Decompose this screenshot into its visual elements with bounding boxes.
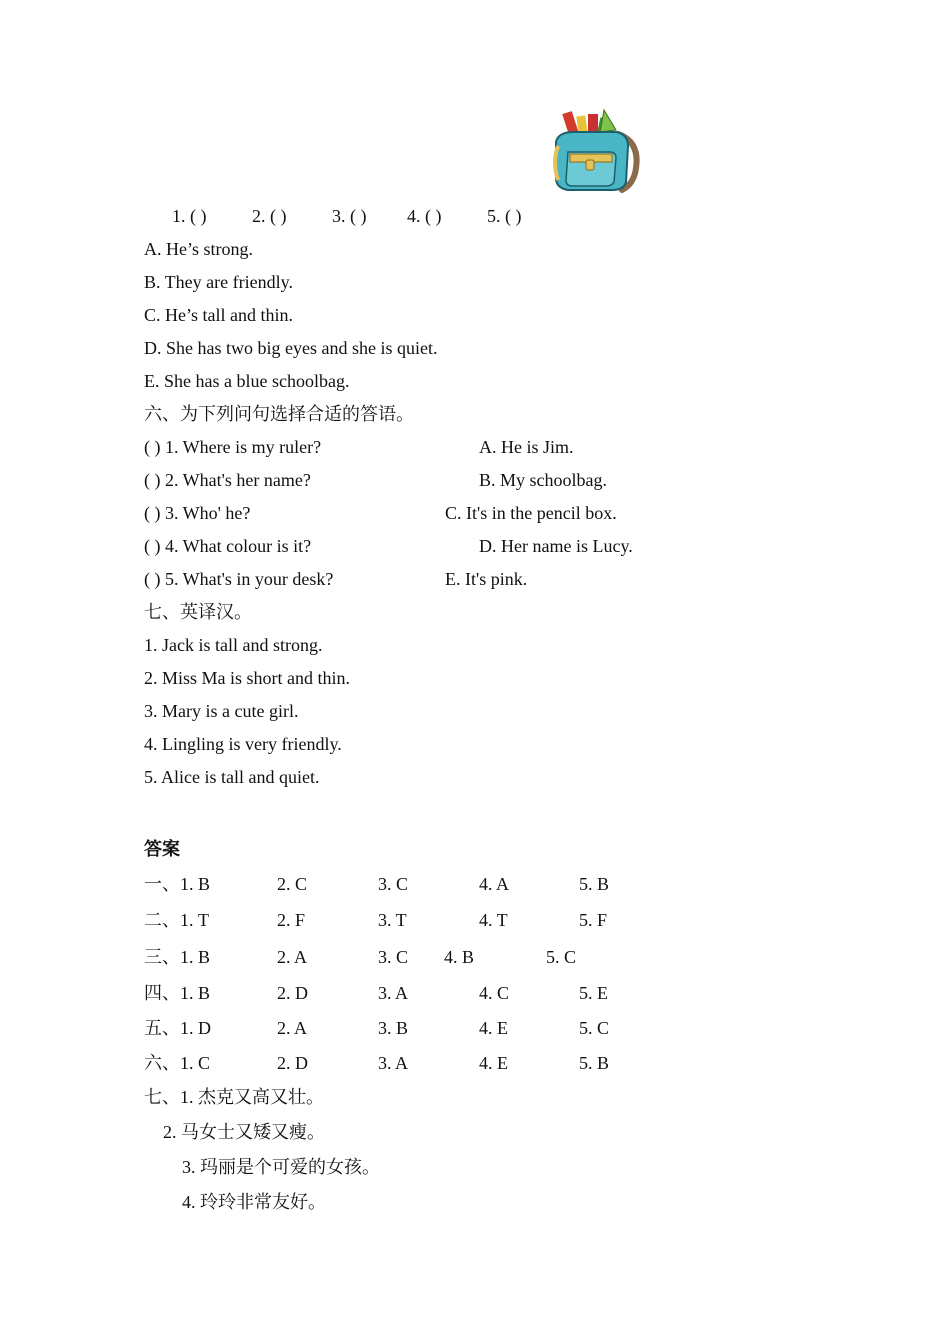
answer-row-6-col-5: 5. B: [579, 1053, 610, 1073]
option-d: D. She has two big eyes and she is quiet.: [144, 338, 438, 358]
answer-row-3-col-2: 2. A: [277, 947, 308, 967]
answer-row-2-col-1: 二、1. T: [144, 910, 209, 930]
answer-row-5-col-3: 3. B: [378, 1018, 409, 1038]
bracket-3: 3. ( ): [332, 206, 367, 226]
answer-row-1-col-5: 5. B: [579, 874, 610, 894]
answer-row-5-col-4: 4. E: [479, 1018, 508, 1038]
translation-2: 2. 马女士又矮又瘦。: [163, 1122, 325, 1142]
answer-row-2-col-5: 5. F: [579, 910, 608, 930]
answer-row-1-col-1: 一、1. B: [144, 874, 211, 894]
translate-item-4: 4. Lingling is very friendly.: [144, 734, 342, 754]
option-a: A. He’s strong.: [144, 239, 253, 259]
option-b: B. They are friendly.: [144, 272, 293, 292]
answer-row-6-col-3: 3. A: [378, 1053, 409, 1073]
option-c: C. He’s tall and thin.: [144, 305, 293, 325]
answer-row-3-col-5: 5. C: [546, 947, 577, 967]
answer-key-title: 答案: [144, 839, 180, 859]
answer-row-4-col-3: 3. A: [378, 983, 409, 1003]
translate-item-1: 1. Jack is tall and strong.: [144, 635, 323, 655]
answer-row-3-col-1: 三、1. B: [144, 947, 211, 967]
answer-row-4-col-4: 4. C: [479, 983, 510, 1003]
answer-row-2-col-4: 4. T: [479, 910, 508, 930]
answer-row-6-col-4: 4. E: [479, 1053, 508, 1073]
answer-row-2-col-2: 2. F: [277, 910, 306, 930]
answer-row-3-col-4: 4. B: [444, 947, 475, 967]
answer-row-3-col-3: 3. C: [378, 947, 409, 967]
option-e: E. She has a blue schoolbag.: [144, 371, 350, 391]
translation-1: 七、1. 杰克又高又壮。: [144, 1087, 324, 1107]
answer-row-5-col-5: 5. C: [579, 1018, 610, 1038]
answer-row-4-col-1: 四、1. B: [144, 983, 211, 1003]
bracket-2: 2. ( ): [252, 206, 287, 226]
question-5: ( ) 5. What's in your desk?: [144, 569, 334, 589]
answer-option-c: C. It's in the pencil box.: [445, 503, 617, 523]
translation-3: 3. 玛丽是个可爱的女孩。: [182, 1157, 380, 1177]
answer-row-6-col-1: 六、1. C: [144, 1053, 211, 1073]
answer-row-5-col-2: 2. A: [277, 1018, 308, 1038]
answer-row-1-col-2: 2. C: [277, 874, 308, 894]
answer-option-b: B. My schoolbag.: [479, 470, 607, 490]
section-seven-heading: 七、英译汉。: [144, 602, 252, 622]
schoolbag-illustration: [548, 106, 642, 194]
answer-row-4-col-2: 2. D: [277, 983, 308, 1003]
answer-row-4-col-5: 5. E: [579, 983, 608, 1003]
bracket-5: 5. ( ): [487, 206, 522, 226]
translate-item-2: 2. Miss Ma is short and thin.: [144, 668, 351, 688]
question-4: ( ) 4. What colour is it?: [144, 536, 312, 556]
answer-option-a: A. He is Jim.: [479, 437, 574, 457]
answer-row-5-col-1: 五、1. D: [144, 1018, 211, 1038]
question-1: ( ) 1. Where is my ruler?: [144, 437, 322, 457]
question-3: ( ) 3. Who' he?: [144, 503, 251, 523]
translate-item-5: 5. Alice is tall and quiet.: [144, 767, 320, 787]
translation-4: 4. 玲玲非常友好。: [182, 1192, 326, 1212]
translate-item-3: 3. Mary is a cute girl.: [144, 701, 299, 721]
bracket-4: 4. ( ): [407, 206, 442, 226]
answer-row-2-col-3: 3. T: [378, 910, 407, 930]
answer-option-d: D. Her name is Lucy.: [479, 536, 633, 556]
answer-row-6-col-2: 2. D: [277, 1053, 308, 1073]
section-six-heading: 六、为下列问句选择合适的答语。: [144, 404, 414, 424]
bracket-1: 1. ( ): [172, 206, 207, 226]
question-2: ( ) 2. What's her name?: [144, 470, 311, 490]
answer-row-1-col-3: 3. C: [378, 874, 409, 894]
answer-option-e: E. It's pink.: [445, 569, 528, 589]
answer-row-1-col-4: 4. A: [479, 874, 510, 894]
